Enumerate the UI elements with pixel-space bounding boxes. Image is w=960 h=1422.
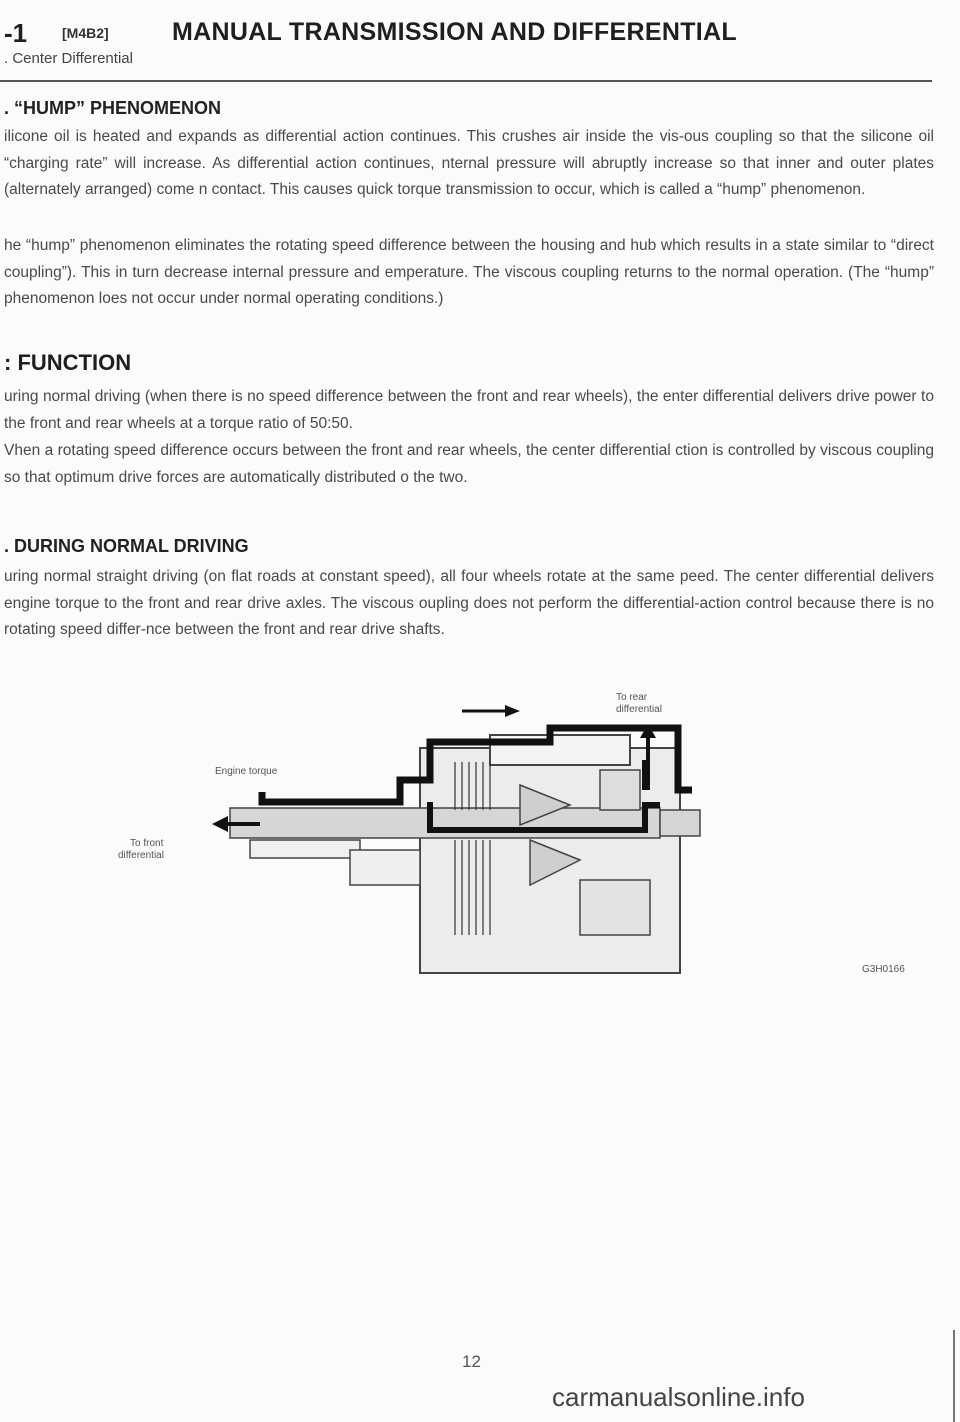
- model-code: [M4B2]: [62, 25, 109, 41]
- page-subtitle: . Center Differential: [4, 50, 133, 67]
- label-to-front-line2: differential: [118, 850, 164, 861]
- heading-normal-driving: . DURING NORMAL DRIVING: [4, 536, 249, 556]
- heading-hump: . “HUMP” PHENOMENON: [4, 98, 222, 118]
- function-paragraph-1: uring normal driving (when there is no speed difference between the front and rear wheels), the enter differential delivers drive power to the front and rear wheels at a torque ratio of 50:50.: [4, 388, 934, 432]
- label-to-rear-line1: To rear: [616, 692, 648, 703]
- header-rule: [0, 80, 932, 82]
- label-engine-torque: Engine torque: [215, 766, 278, 777]
- page-number: 12: [462, 1352, 481, 1371]
- center-differential-diagram: [100, 690, 940, 990]
- watermark-text: carmanualsonline.info: [552, 1382, 805, 1412]
- section-number: -1: [4, 18, 28, 48]
- figure-code: G3H0166: [862, 964, 905, 975]
- normal-driving-paragraph: uring normal straight driving (on flat roads at constant speed), all four wheels rotate at the same peed. The center differential delivers engine torque to the front and rear drive axles. The viscous oupling does not perform the differential-action control because there is no rotating speed differ-nce between the front and rear drive shafts.: [4, 568, 934, 638]
- label-to-front-line1: To front: [130, 838, 164, 849]
- page-title: MANUAL TRANSMISSION AND DIFFERENTIAL: [172, 18, 737, 46]
- hump-paragraph-2: he “hump” phenomenon eliminates the rotating speed difference between the housing and hub which results in a state similar to “direct coupling”). This in turn decrease internal pressure and emperature. The viscous coupling returns to the normal operation. (The “hump” phenomenon loes not occur under normal operating conditions.): [4, 237, 934, 307]
- page-header: [0, 14, 960, 74]
- hump-paragraph-1: ilicone oil is heated and expands as differential action continues. This crushes air inside the vis-ous coupling so that the silicone oil “charging rate” will increase. As differential action continues, nternal pressure will abruptly increase so that inner and outer plates (alternately arranged) come n contact. This causes quick torque transmission to occur, which is called a “hump” phenomenon.: [4, 128, 934, 198]
- function-paragraph-2: Vhen a rotating speed difference occurs between the front and rear wheels, the center differential ction is controlled by viscous coupling so that optimum drive forces are automatically distributed o the two.: [4, 442, 934, 486]
- diagram-drawing: [100, 690, 940, 990]
- page-edge-line: [953, 1330, 955, 1422]
- heading-function: : FUNCTION: [4, 350, 132, 375]
- label-to-rear-line2: differential: [616, 704, 662, 715]
